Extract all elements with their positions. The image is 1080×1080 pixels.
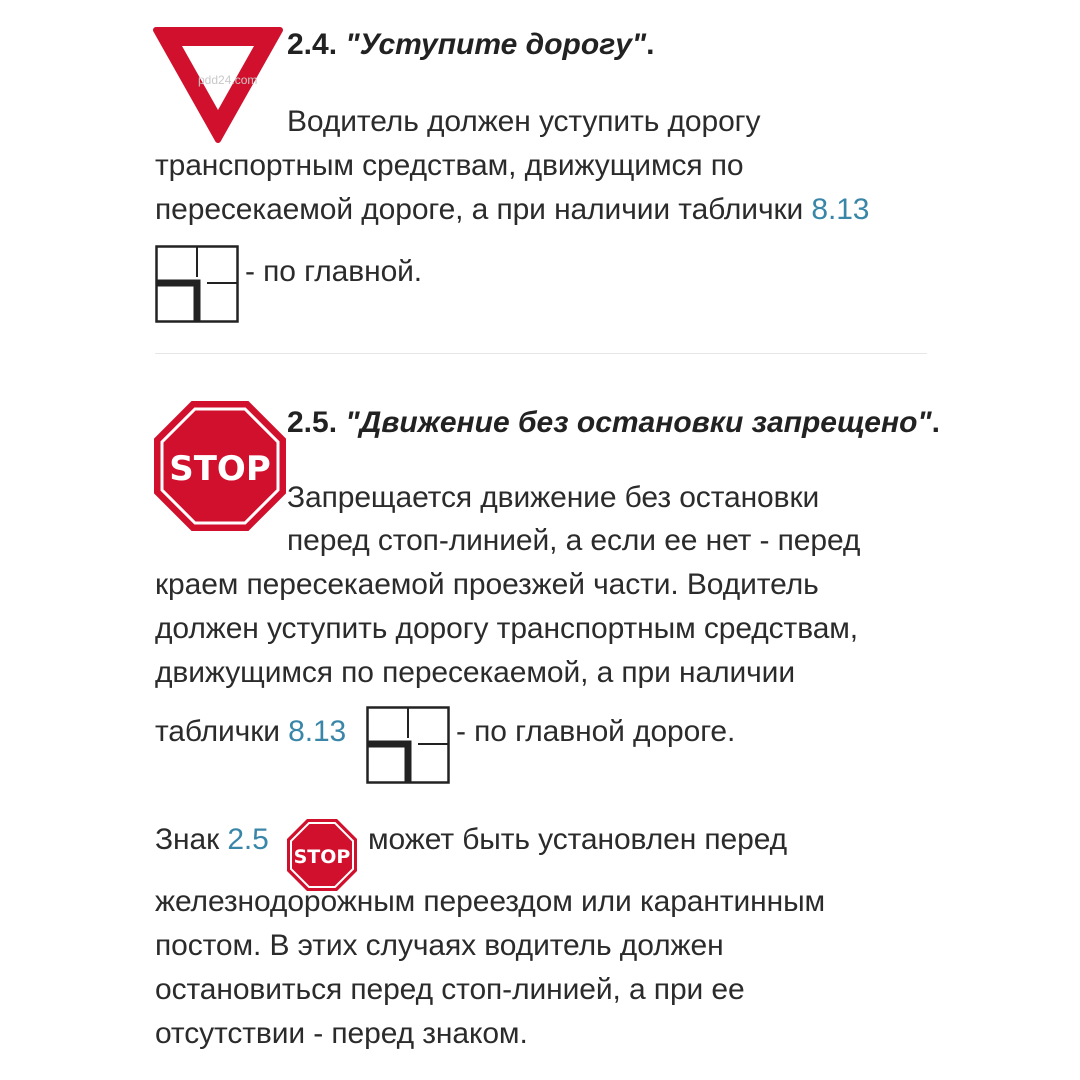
stop-sign-icon: [153, 400, 287, 532]
section-2-4-line-3: пересекаемой дороге, а при наличии таблички 8.13: [155, 193, 870, 226]
link-2-5[interactable]: 2.5: [227, 823, 269, 856]
section-2-5-line-6: таблички 8.13: [155, 715, 347, 748]
main-road-direction-plate-icon: [366, 706, 450, 784]
section-2-4-plate-text: - по главной.: [245, 255, 423, 288]
section-2-4-line-1: Водитель должен уступить дорогу: [287, 105, 761, 138]
note-line-1-prefix: Знак 2.5: [155, 823, 269, 856]
note-line-4: остановиться перед стоп-линией, а при ее: [155, 973, 745, 1006]
section-2-4-line-2: транспортным средствам, движущимся по: [155, 149, 744, 182]
note-line-3: постом. В этих случаях водитель должен: [155, 929, 724, 962]
link-8-13[interactable]: 8.13: [288, 715, 347, 748]
svg-text:STOP: STOP: [169, 449, 271, 489]
section-2-5-line-5: движущимся по пересекаемой, а при наличии: [155, 656, 795, 689]
section-2-4-title: 2.4. "Уступите дорогу".: [287, 28, 655, 61]
watermark: pdd24.com: [198, 73, 258, 87]
link-8-13[interactable]: 8.13: [811, 193, 870, 226]
section-2-5-plate-text: - по главной дороге.: [456, 715, 736, 748]
main-road-direction-plate-icon: [155, 245, 239, 323]
section-divider: [155, 353, 927, 354]
section-2-5-line-2: перед стоп-линией, а если ее нет - перед: [287, 524, 861, 557]
section-2-5-line-4: должен уступить дорогу транспортным средствам,: [155, 612, 859, 645]
section-2-5-line-3: краем пересекаемой проезжей части. Водитель: [155, 568, 819, 601]
note-line-1-rest: может быть установлен перед: [368, 823, 788, 856]
section-2-5-title: 2.5. "Движение без остановки запрещено".: [287, 406, 940, 439]
yield-sign-icon: [152, 24, 284, 144]
svg-text:STOP: STOP: [293, 846, 351, 868]
section-2-5-line-1: Запрещается движение без остановки: [287, 481, 820, 514]
note-line-5: отсутствии - перед знаком.: [155, 1017, 528, 1050]
note-line-2: железнодорожным переездом или карантинным: [155, 885, 826, 918]
